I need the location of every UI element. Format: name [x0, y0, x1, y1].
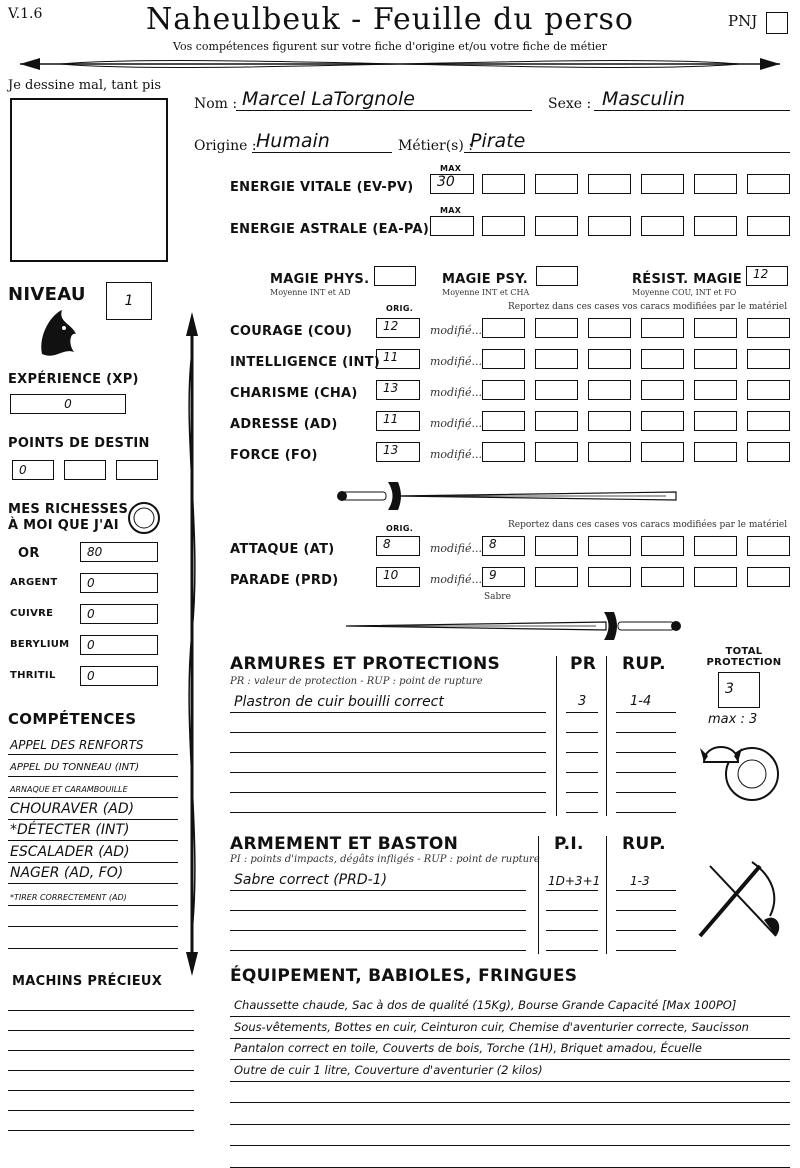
competence-line-0 [8, 754, 178, 755]
niveau-label: NIVEAU [8, 284, 86, 305]
equipement-line-4 [230, 1102, 790, 1103]
arme-rup[interactable]: 1-3 [630, 874, 650, 888]
competence-line-4 [8, 840, 178, 841]
armures-col-pr: PR [570, 654, 597, 674]
competence-item-2[interactable]: ARNAQUE ET CARAMBOUILLE [10, 785, 128, 794]
portrait-label: Je dessine mal, tant pis [8, 78, 162, 93]
competence-line-1 [8, 776, 178, 777]
portrait-frame[interactable] [10, 98, 168, 262]
ea-track-box-1[interactable] [482, 216, 525, 236]
carac-mod-box-1-2[interactable] [535, 349, 578, 369]
arme-pi[interactable]: 1D+3+1 [548, 874, 601, 888]
ea-track-box-3[interactable] [588, 216, 631, 236]
richesse-label-0: OR [18, 546, 40, 561]
xp-box[interactable]: 0 [10, 394, 126, 414]
carac-note: Reportez dans ces cases vos caracs modifiées par le matériel [508, 302, 788, 312]
sexe-line [594, 110, 790, 111]
carac-mod-box-2-4[interactable] [641, 380, 684, 400]
armure-rup-line-2 [616, 752, 676, 753]
carac-mod-box-1-5[interactable] [694, 349, 737, 369]
armure-pr-line-3 [566, 772, 598, 773]
machins-line-1 [8, 1030, 194, 1031]
arme-pi-line-1 [546, 910, 598, 911]
carac-mod-box-0-3[interactable] [588, 318, 631, 338]
carac-mod-box-0-1[interactable] [482, 318, 525, 338]
magie-phys-box[interactable] [374, 266, 416, 286]
equipement-line-0 [230, 1016, 790, 1017]
armure-line-2 [230, 752, 546, 753]
ev-track-box-5[interactable] [694, 174, 737, 194]
carac-mod-box-1-6[interactable] [747, 349, 790, 369]
armure-line-5 [230, 812, 546, 813]
arme-pi-line-3 [546, 950, 598, 951]
combat-label-1: PARADE (PRD) [230, 573, 339, 588]
carac-orig-box-3[interactable]: 11 [376, 411, 420, 431]
arme-pi-line-2 [546, 930, 598, 931]
coin-icon [126, 500, 162, 536]
machins-label: MACHINS PRÉCIEUX [12, 974, 163, 989]
destin-box-1[interactable]: 0 [12, 460, 54, 480]
ea-track-box-6[interactable] [747, 216, 790, 236]
armure-line-0 [230, 712, 546, 713]
equipement-line-text-2[interactable]: Pantalon correct en toile, Couverts de bois, Torche (1H), Briquet amadou, Écuelle [234, 1041, 702, 1055]
carac-mod-box-0-4[interactable] [641, 318, 684, 338]
carac-orig-label: ORIG. [386, 304, 414, 313]
armure-rup-line-1 [616, 732, 676, 733]
ev-track-box-1[interactable] [482, 174, 525, 194]
machins-line-5 [8, 1110, 194, 1111]
carac-orig-box-4[interactable]: 13 [376, 442, 420, 462]
competence-item-1[interactable]: APPEL DU TONNEAU (INT) [10, 761, 140, 773]
ev-track-box-2[interactable] [535, 174, 578, 194]
carac-label-1: INTELLIGENCE (INT) [230, 355, 381, 370]
ea-label: ENERGIE ASTRALE (EA-PA) [230, 222, 430, 237]
machins-line-2 [8, 1050, 194, 1051]
richesse-box-1[interactable]: 0 [80, 573, 158, 593]
subtitle: Vos compétences figurent sur votre fiche d'origine et/ou votre fiche de métier [173, 40, 607, 53]
carac-orig-box-0[interactable]: 12 [376, 318, 420, 338]
competences-label: COMPÉTENCES [8, 710, 137, 728]
magie-phys-sub: Moyenne INT et AD [270, 288, 351, 297]
combat-mod-box-1-1[interactable]: 9 [482, 567, 525, 587]
equipement-line-text-0[interactable]: Chaussette chaude, Sac à dos de qualité (15Kg), Bourse Grande Capacité [Max 100PO] [234, 998, 737, 1012]
armure-rup-line-3 [616, 772, 676, 773]
destin-label: POINTS DE DESTIN [8, 436, 150, 451]
richesse-label-3: BERYLIUM [10, 639, 70, 650]
metier-value[interactable]: Pirate [470, 130, 526, 152]
competence-item-0[interactable]: APPEL DES RENFORTS [10, 738, 144, 752]
carac-mod-box-3-2[interactable] [535, 411, 578, 431]
richesse-label-2: CUIVRE [10, 608, 54, 619]
carac-mod-box-2-3[interactable] [588, 380, 631, 400]
metier-label: Métier(s) : [398, 138, 473, 154]
magie-phys-label: MAGIE PHYS. [270, 272, 370, 287]
sword-icon [336, 478, 686, 514]
equipement-line-5 [230, 1124, 790, 1125]
armure-pr-line-2 [566, 752, 598, 753]
carac-mod-box-2-5[interactable] [694, 380, 737, 400]
arme-pi-line-0 [546, 890, 598, 891]
carac-mod-box-4-5[interactable] [694, 442, 737, 462]
armement-col-divider-2 [606, 836, 607, 954]
carac-mod-box-3-3[interactable] [588, 411, 631, 431]
origine-label: Origine : [194, 138, 257, 154]
equipement-title: ÉQUIPEMENT, BABIOLES, FRINGUES [230, 966, 578, 986]
carac-mod-box-3-1[interactable] [482, 411, 525, 431]
combat-mod-box-1-4[interactable] [641, 567, 684, 587]
carac-modifie-0: modifié... [430, 324, 482, 337]
carac-mod-box-0-6[interactable] [747, 318, 790, 338]
origine-value[interactable]: Humain [256, 130, 330, 152]
ev-track-box-4[interactable] [641, 174, 684, 194]
combat-mod-box-1-3[interactable] [588, 567, 631, 587]
armement-col-pi: P.I. [554, 834, 584, 854]
carac-modifie-4: modifié... [430, 448, 482, 461]
combat-mod-box-0-6[interactable] [747, 536, 790, 556]
arme-item[interactable]: Sabre correct (PRD-1) [234, 872, 388, 888]
combat-mod-box-0-1[interactable]: 8 [482, 536, 525, 556]
ev-track-box-3[interactable] [588, 174, 631, 194]
carac-mod-box-0-5[interactable] [694, 318, 737, 338]
equipement-line-3 [230, 1081, 790, 1082]
prd-note: Sabre [484, 592, 511, 602]
carac-mod-box-4-6[interactable] [747, 442, 790, 462]
carac-mod-box-4-4[interactable] [641, 442, 684, 462]
armure-rup-line-0 [616, 712, 676, 713]
destin-box-2[interactable] [64, 460, 106, 480]
weapons-icon [690, 856, 786, 946]
arme-rup-line-2 [616, 930, 676, 931]
ea-max-label: MAX [440, 206, 462, 215]
ea-track-box-2[interactable] [535, 216, 578, 236]
competence-item-3[interactable]: CHOURAVER (AD) [10, 800, 135, 817]
magie-psy-box[interactable] [536, 266, 578, 286]
competence-line-2 [8, 797, 178, 798]
armures-col-divider-2 [606, 656, 607, 816]
carac-mod-box-2-2[interactable] [535, 380, 578, 400]
combat-modifie-1: modifié... [430, 573, 482, 586]
carac-orig-box-2[interactable]: 13 [376, 380, 420, 400]
armure-line-3 [230, 772, 546, 773]
combat-mod-box-0-4[interactable] [641, 536, 684, 556]
armure-rup[interactable]: 1-4 [630, 694, 652, 709]
armure-rup-line-4 [616, 792, 676, 793]
resist-magie-label: RÉSIST. MAGIE [632, 272, 743, 287]
carac-label-2: CHARISME (CHA) [230, 386, 358, 401]
total-protection-label: TOTAL PROTECTION [706, 646, 782, 668]
combat-mod-box-0-2[interactable] [535, 536, 578, 556]
combat-mod-box-0-3[interactable] [588, 536, 631, 556]
combat-mod-box-1-2[interactable] [535, 567, 578, 587]
combat-orig-box-1[interactable]: 10 [376, 567, 420, 587]
competence-item-6[interactable]: NAGER (AD, FO) [10, 865, 124, 881]
ev-label: ENERGIE VITALE (EV-PV) [230, 180, 414, 195]
carac-mod-box-1-1[interactable] [482, 349, 525, 369]
ev-track-box-6[interactable] [747, 174, 790, 194]
resist-magie-box[interactable]: 12 [746, 266, 788, 286]
armement-col-divider-1 [538, 836, 539, 954]
armure-pr-line-5 [566, 812, 598, 813]
destin-box-3[interactable] [116, 460, 158, 480]
machins-line-3 [8, 1070, 194, 1071]
carac-mod-box-4-3[interactable] [588, 442, 631, 462]
version-label: V.1.6 [8, 6, 43, 22]
carac-modifie-1: modifié... [430, 355, 482, 368]
armure-rup-line-5 [616, 812, 676, 813]
arme-line-2 [230, 930, 526, 931]
carac-label-4: FORCE (FO) [230, 448, 318, 463]
competence-line-6 [8, 883, 178, 884]
arme-rup-line-0 [616, 890, 676, 891]
competence-line-7 [8, 905, 178, 906]
arme-line-3 [230, 950, 526, 951]
carac-mod-box-3-5[interactable] [694, 411, 737, 431]
page-title: Naheulbeuk - Feuille du perso [146, 2, 634, 37]
richesse-label-1: ARGENT [10, 577, 58, 588]
xp-label: EXPÉRIENCE (XP) [8, 372, 139, 387]
competence-item-7[interactable]: *TIRER CORRECTEMENT (AD) [10, 892, 127, 902]
nom-line [236, 110, 532, 111]
competence-line-9 [8, 948, 178, 949]
armement-sub: PI : points d'impacts, dégâts infligés - RUP : point de rupture [230, 854, 540, 865]
pnj-checkbox[interactable] [766, 12, 788, 34]
carac-label-3: ADRESSE (AD) [230, 417, 338, 432]
magie-psy-sub: Moyenne INT et CHA [442, 288, 530, 297]
arme-line-0 [230, 890, 526, 891]
equipement-line-2 [230, 1059, 790, 1060]
carac-modifie-2: modifié... [430, 386, 482, 399]
armure-pr[interactable]: 3 [578, 694, 587, 709]
armures-sub: PR : valeur de protection - RUP : point de rupture [230, 676, 483, 687]
helmet-shield-icon [698, 728, 782, 808]
competence-line-8 [8, 926, 178, 927]
ea-max-box[interactable] [430, 216, 474, 236]
carac-mod-box-4-1[interactable] [482, 442, 525, 462]
armure-line-1 [230, 732, 546, 733]
magie-psy-label: MAGIE PSY. [442, 272, 529, 287]
nom-value[interactable]: Marcel LaTorgnole [242, 88, 415, 110]
competence-line-5 [8, 862, 178, 863]
pnj-label: PNJ [728, 12, 758, 30]
armure-pr-line-0 [566, 712, 598, 713]
richesse-box-4[interactable]: 0 [80, 666, 158, 686]
combat-label-0: ATTAQUE (AT) [230, 542, 335, 557]
arme-rup-line-1 [616, 910, 676, 911]
carac-mod-box-3-6[interactable] [747, 411, 790, 431]
ea-track-box-5[interactable] [694, 216, 737, 236]
spear-vertical-icon [180, 312, 204, 976]
combat-mod-box-1-6[interactable] [747, 567, 790, 587]
equipement-line-text-3[interactable]: Outre de cuir 1 litre, Couverture d'aventurier (2 kilos) [234, 1062, 543, 1077]
carac-orig-box-1[interactable]: 11 [376, 349, 420, 369]
sexe-value[interactable]: Masculin [602, 88, 686, 110]
armement-title: ARMEMENT ET BASTON [230, 834, 459, 854]
machins-line-4 [8, 1090, 194, 1091]
richesse-box-3[interactable]: 0 [80, 635, 158, 655]
carac-mod-box-0-2[interactable] [535, 318, 578, 338]
ev-max-label: MAX [440, 164, 462, 173]
resist-magie-sub: Moyenne COU, INT et FO [632, 288, 737, 297]
carac-mod-box-3-4[interactable] [641, 411, 684, 431]
sword-icon-2 [336, 608, 686, 644]
combat-orig-box-0[interactable]: 8 [376, 536, 420, 556]
ev-max-box[interactable]: 30 [430, 174, 474, 194]
niveau-box[interactable]: 1 [106, 282, 152, 320]
richesses-label-1: MES RICHESSES [8, 502, 129, 517]
armure-pr-line-1 [566, 732, 598, 733]
spear-divider-icon [0, 52, 800, 76]
max-protection: max : 3 [708, 712, 758, 727]
combat-note: Reportez dans ces cases vos caracs modifiées par le matériel [508, 520, 788, 530]
competence-item-5[interactable]: ESCALADER (AD) [10, 843, 130, 860]
armure-pr-line-4 [566, 792, 598, 793]
competence-item-4[interactable]: *DÉTECTER (INT) [10, 822, 130, 838]
carac-modifie-3: modifié... [430, 417, 482, 430]
equipement-line-text-1[interactable]: Sous-vêtements, Bottes en cuir, Ceinturon cuir, Chemise d'aventurier correcte, Saucisson [234, 1019, 749, 1034]
metier-line [464, 152, 790, 153]
carac-mod-box-1-3[interactable] [588, 349, 631, 369]
combat-modifie-0: modifié... [430, 542, 482, 555]
armures-title: ARMURES ET PROTECTIONS [230, 654, 501, 674]
combat-orig-label: ORIG. [386, 524, 414, 533]
competence-line-3 [8, 819, 178, 820]
sexe-label: Sexe : [548, 96, 592, 112]
carac-mod-box-2-1[interactable] [482, 380, 525, 400]
armure-line-4 [230, 792, 546, 793]
carac-mod-box-2-6[interactable] [747, 380, 790, 400]
armures-col-divider-1 [556, 656, 557, 816]
ea-track-box-4[interactable] [641, 216, 684, 236]
total-protection-box[interactable]: 3 [718, 672, 760, 708]
machins-line-6 [8, 1130, 194, 1131]
armure-item[interactable]: Plastron de cuir bouilli correct [234, 694, 444, 710]
armures-col-rup: RUP. [622, 654, 666, 674]
arme-line-1 [230, 910, 526, 911]
combat-mod-box-0-5[interactable] [694, 536, 737, 556]
richesse-label-4: THRITIL [10, 670, 56, 681]
carac-label-0: COURAGE (COU) [230, 324, 353, 339]
dragon-icon [32, 304, 82, 364]
nom-label: Nom : [194, 96, 238, 112]
equipement-line-7 [230, 1167, 790, 1168]
origine-line [252, 152, 392, 153]
carac-mod-box-4-2[interactable] [535, 442, 578, 462]
arme-rup-line-3 [616, 950, 676, 951]
equipement-line-1 [230, 1038, 790, 1039]
armement-col-rup: RUP. [622, 834, 666, 854]
combat-mod-box-1-5[interactable] [694, 567, 737, 587]
machins-line-0 [8, 1010, 194, 1011]
carac-mod-box-1-4[interactable] [641, 349, 684, 369]
richesse-box-0[interactable]: 80 [80, 542, 158, 562]
equipement-line-6 [230, 1145, 790, 1146]
richesses-label-2: À MOI QUE J'AI [8, 518, 119, 533]
richesse-box-2[interactable]: 0 [80, 604, 158, 624]
